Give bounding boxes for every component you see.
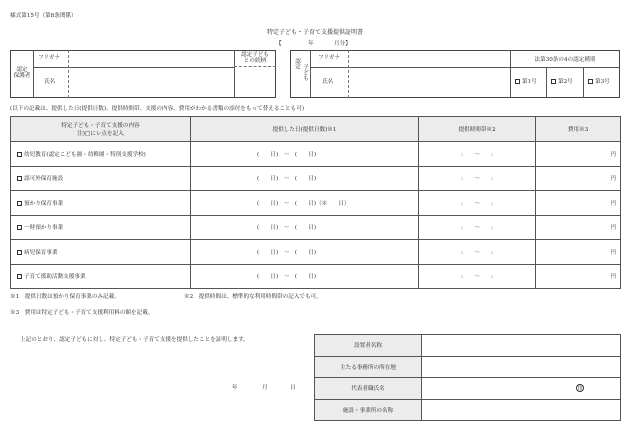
- child-row-label: 子ども: [302, 64, 308, 81]
- form-title: 特定子ども・子育て支援提供証明書: [266, 29, 363, 36]
- period-year-label: 年: [308, 41, 314, 47]
- fee-field[interactable]: 円: [536, 240, 621, 265]
- guardian-furigana-label: フリガナ: [38, 55, 61, 61]
- provider-table: [314, 334, 621, 421]
- relationship-field[interactable]: [235, 67, 275, 97]
- child-furigana-label: フリガナ: [318, 55, 341, 61]
- date-month: 月: [262, 385, 268, 391]
- footnote-2: ※2 提供時間は、標準的な利用時間帯の記入でも可。: [184, 294, 322, 300]
- header-content: 特定子ども・子育て支援の内容 注)□にレ点を記入: [11, 117, 191, 142]
- checkbox[interactable]: [17, 176, 22, 181]
- fee-field[interactable]: 円: [536, 191, 621, 216]
- row-label: 幼児教育(認定こども園・幼稚園・特別支援学校): [24, 151, 146, 158]
- dates-field[interactable]: ( 日) ～ ( 日): [191, 142, 419, 167]
- checkbox[interactable]: [17, 201, 22, 206]
- fee-field[interactable]: 円: [536, 215, 621, 240]
- cert-type-3[interactable]: 第3号: [588, 79, 610, 85]
- provider-row: [315, 356, 621, 378]
- table-row: [11, 264, 621, 289]
- footnote-1: ※1 提供日数は預かり保育事業のみ記載。: [10, 294, 120, 300]
- certification-text: 上記のとおり、認定子どもに対し、特定子ども・子育て支援を提供したことを証明します。: [20, 337, 249, 343]
- period-month-label: 月分】: [334, 41, 351, 47]
- time-field[interactable]: : ～ :: [419, 264, 536, 289]
- provider-field[interactable]: [422, 335, 621, 357]
- dates-field[interactable]: ( 日) ～ ( 日): [191, 240, 419, 265]
- guardian-name-label: 氏名: [44, 79, 56, 85]
- provider-label: 設置者名称: [315, 335, 422, 357]
- provider-field[interactable]: [422, 378, 621, 400]
- checkbox[interactable]: [17, 250, 22, 255]
- provider-row: [315, 335, 621, 357]
- date-day: 日: [290, 385, 296, 391]
- cert-type-2[interactable]: 第2号: [551, 79, 573, 85]
- provider-field[interactable]: [422, 356, 621, 378]
- table-row: [11, 166, 621, 191]
- guardian-name-field[interactable]: [69, 68, 233, 97]
- note-line: (以下の記載は、提供した日(提供日数)、提供時間帯、支援の内容、費用がわかる書類の添付をもって替えることも可): [10, 106, 305, 112]
- dates-field[interactable]: ( 日) ～ ( 日): [191, 264, 419, 289]
- table-row: [11, 142, 621, 167]
- cert-type-1[interactable]: 第1号: [515, 79, 537, 85]
- table-header-row: [11, 117, 621, 142]
- guardian-relationship-label: 認定子ども との続柄: [241, 52, 269, 65]
- dates-field[interactable]: ( 日) ～ ( 日): [191, 166, 419, 191]
- provider-field[interactable]: [422, 399, 621, 421]
- guardian-furigana-field[interactable]: [69, 51, 233, 66]
- header-time: 提供時間帯※2: [419, 117, 536, 142]
- form-number: 様式第15号（第8条関係）: [10, 13, 77, 19]
- checkbox[interactable]: [551, 79, 556, 84]
- checkbox[interactable]: [588, 79, 593, 84]
- table-row: [11, 215, 621, 240]
- row-label: 一時預かり事業: [24, 225, 64, 232]
- child-aux-label: 認定: [294, 58, 300, 70]
- child-name-label: 氏名: [322, 79, 334, 85]
- date-year: 年: [232, 385, 238, 391]
- row-label: 子育て援助活動支援事業: [24, 274, 86, 281]
- child-furigana-field[interactable]: [349, 51, 509, 66]
- seal-mark: 印: [577, 386, 583, 393]
- checkbox[interactable]: [17, 225, 22, 230]
- row-label: 預かり保育事業: [24, 200, 64, 207]
- table-row: [11, 191, 621, 216]
- support-table: [10, 116, 621, 289]
- header-dates: 提供した日(提供日数)※1: [191, 117, 419, 142]
- time-field[interactable]: : ～ :: [419, 215, 536, 240]
- footnote-3: ※3 費用は特定子ども・子育て支援利用料の額を記載。: [10, 310, 154, 316]
- checkbox[interactable]: [515, 79, 520, 84]
- fee-field[interactable]: 円: [536, 264, 621, 289]
- dates-field[interactable]: ( 日) ～ ( 日)（※ 日）: [191, 191, 419, 216]
- dates-field[interactable]: ( 日) ～ ( 日): [191, 215, 419, 240]
- row-label: 病児保育事業: [24, 249, 58, 256]
- fee-field[interactable]: 円: [536, 166, 621, 191]
- time-field[interactable]: : ～ :: [419, 191, 536, 216]
- time-field[interactable]: : ～ :: [419, 240, 536, 265]
- cert-type-header: 法第30条の4の認定種別: [534, 57, 596, 63]
- child-name-field[interactable]: [349, 68, 509, 97]
- time-field[interactable]: : ～ :: [419, 142, 536, 167]
- provider-label: 施設・事業所の名称: [315, 399, 422, 421]
- provider-row: [315, 378, 621, 400]
- checkbox[interactable]: [17, 152, 22, 157]
- row-label: 認可外保育施設: [24, 176, 64, 183]
- provider-label: 主たる事務所の所在地: [315, 356, 422, 378]
- provider-row: [315, 399, 621, 421]
- checkbox[interactable]: [17, 274, 22, 279]
- table-row: [11, 240, 621, 265]
- provider-label: 代表者職氏名: [315, 378, 422, 400]
- guardian-row-label: 認定 保護者: [13, 67, 31, 80]
- time-field[interactable]: : ～ :: [419, 166, 536, 191]
- header-fee: 費用※3: [536, 117, 621, 142]
- period-open: 【: [276, 41, 282, 47]
- fee-field[interactable]: 円: [536, 142, 621, 167]
